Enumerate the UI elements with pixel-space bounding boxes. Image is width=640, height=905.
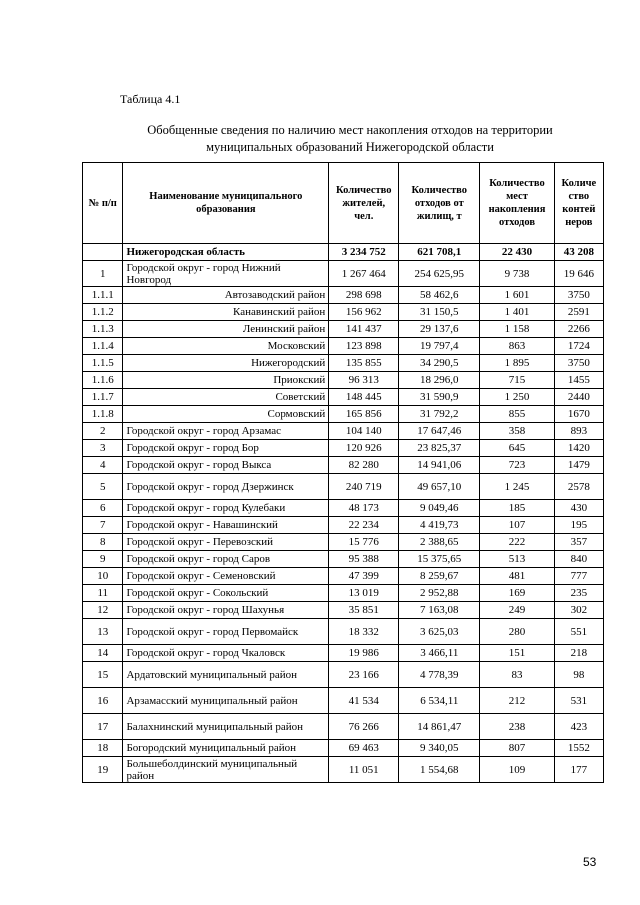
cell-name: Сормовский: [123, 406, 329, 423]
cell-num: 1.1.5: [83, 355, 123, 372]
cell-name: Канавинский район: [123, 304, 329, 321]
cell-name: Городской округ - Навашинский: [123, 517, 329, 534]
cell-containers: 423: [554, 714, 603, 740]
cell-waste: 58 462,6: [399, 287, 480, 304]
cell-name: Балахнинский муниципальный район: [123, 714, 329, 740]
cell-population: 95 388: [329, 551, 399, 568]
header-containers: Количе ство контей неров: [554, 163, 603, 244]
table-row: [83, 457, 604, 474]
table-row: [83, 321, 604, 338]
cell-places: 151: [480, 645, 554, 662]
table-row: [83, 551, 604, 568]
cell-num: 5: [83, 474, 123, 500]
cell-population: 15 776: [329, 534, 399, 551]
title-line-1: Обобщенные сведения по наличию мест накопления отходов на территории: [147, 123, 553, 137]
cell-num: 12: [83, 602, 123, 619]
cell-waste: 7 163,08: [399, 602, 480, 619]
header-population: Количество жителей, чел.: [329, 163, 399, 244]
table-row: [83, 645, 604, 662]
table-row: [83, 355, 604, 372]
cell-containers: 840: [554, 551, 603, 568]
cell-population: 123 898: [329, 338, 399, 355]
cell-waste: 9 340,05: [399, 740, 480, 757]
cell-name: Московский: [123, 338, 329, 355]
cell-name: Городской округ - Сокольский: [123, 585, 329, 602]
cell-name: Городской округ - город Арзамас: [123, 423, 329, 440]
cell-num: 3: [83, 440, 123, 457]
cell-places: 212: [480, 688, 554, 714]
cell-name: Приокский: [123, 372, 329, 389]
cell-population: 1 267 464: [329, 261, 399, 287]
cell-waste: 49 657,10: [399, 474, 480, 500]
table-row: [83, 585, 604, 602]
cell-num: 7: [83, 517, 123, 534]
cell-containers: 777: [554, 568, 603, 585]
cell-places: 863: [480, 338, 554, 355]
cell-places: 185: [480, 500, 554, 517]
cell-waste: 9 049,46: [399, 500, 480, 517]
cell-population: 120 926: [329, 440, 399, 457]
cell-places: 723: [480, 457, 554, 474]
cell-population: 165 856: [329, 406, 399, 423]
waste-sites-table: [82, 162, 604, 783]
header-waste: Количество отходов от жилищ, т: [399, 163, 480, 244]
cell-containers: 430: [554, 500, 603, 517]
cell-containers: 195: [554, 517, 603, 534]
cell-num: 1.1.1: [83, 287, 123, 304]
cell-num: 4: [83, 457, 123, 474]
table-row-total: [83, 244, 604, 261]
table-row: [83, 714, 604, 740]
cell-containers: 1724: [554, 338, 603, 355]
cell-containers: 43 208: [554, 244, 603, 261]
table-caption: Таблица 4.1: [120, 92, 181, 106]
cell-waste: 31 150,5: [399, 304, 480, 321]
cell-population: 148 445: [329, 389, 399, 406]
cell-waste: 31 590,9: [399, 389, 480, 406]
cell-waste: 621 708,1: [399, 244, 480, 261]
cell-population: 11 051: [329, 757, 399, 783]
cell-name: Городской округ - Перевозский: [123, 534, 329, 551]
cell-population: 76 266: [329, 714, 399, 740]
cell-waste: 17 647,46: [399, 423, 480, 440]
cell-population: 69 463: [329, 740, 399, 757]
cell-places: 358: [480, 423, 554, 440]
cell-containers: 357: [554, 534, 603, 551]
cell-waste: 14 941,06: [399, 457, 480, 474]
cell-name: Нижегородский: [123, 355, 329, 372]
cell-name: Городской округ - город Саров: [123, 551, 329, 568]
cell-waste: 14 861,47: [399, 714, 480, 740]
cell-places: 1 250: [480, 389, 554, 406]
cell-num: 15: [83, 662, 123, 688]
cell-num: 1.1.4: [83, 338, 123, 355]
cell-containers: 531: [554, 688, 603, 714]
cell-name: Городской округ - город Дзержинск: [123, 474, 329, 500]
cell-population: 82 280: [329, 457, 399, 474]
cell-num: [83, 244, 123, 261]
cell-containers: 2266: [554, 321, 603, 338]
table-row: [83, 602, 604, 619]
cell-num: 1.1.2: [83, 304, 123, 321]
table-row: [83, 534, 604, 551]
table-row: [83, 338, 604, 355]
cell-name: Ардатовский муниципальный район: [123, 662, 329, 688]
page-number: 53: [583, 855, 597, 869]
cell-containers: 177: [554, 757, 603, 783]
table-row: [83, 500, 604, 517]
cell-population: 47 399: [329, 568, 399, 585]
cell-containers: 2578: [554, 474, 603, 500]
table-row: [83, 372, 604, 389]
table-row: [83, 662, 604, 688]
cell-population: 156 962: [329, 304, 399, 321]
table-row: [83, 440, 604, 457]
cell-population: 35 851: [329, 602, 399, 619]
cell-waste: 4 778,39: [399, 662, 480, 688]
cell-num: 1.1.7: [83, 389, 123, 406]
header-num: № п/п: [83, 163, 123, 244]
cell-places: 22 430: [480, 244, 554, 261]
cell-num: 6: [83, 500, 123, 517]
cell-num: 2: [83, 423, 123, 440]
cell-containers: 1479: [554, 457, 603, 474]
cell-waste: 8 259,67: [399, 568, 480, 585]
cell-places: 1 601: [480, 287, 554, 304]
cell-places: 715: [480, 372, 554, 389]
cell-places: 513: [480, 551, 554, 568]
cell-places: 238: [480, 714, 554, 740]
cell-name: Арзамасский муниципальный район: [123, 688, 329, 714]
cell-name: Богородский муниципальный район: [123, 740, 329, 757]
cell-places: 83: [480, 662, 554, 688]
table-row: [83, 474, 604, 500]
cell-population: 135 855: [329, 355, 399, 372]
cell-population: 23 166: [329, 662, 399, 688]
cell-places: 645: [480, 440, 554, 457]
cell-num: 10: [83, 568, 123, 585]
cell-places: 169: [480, 585, 554, 602]
cell-places: 280: [480, 619, 554, 645]
cell-containers: 98: [554, 662, 603, 688]
cell-places: 107: [480, 517, 554, 534]
cell-population: 13 019: [329, 585, 399, 602]
table-row: [83, 568, 604, 585]
cell-containers: 1420: [554, 440, 603, 457]
cell-places: 1 895: [480, 355, 554, 372]
cell-name: Городской округ - Семеновский: [123, 568, 329, 585]
cell-containers: 19 646: [554, 261, 603, 287]
cell-name: Городской округ - город Нижний Новгород: [123, 261, 329, 287]
table-header-row: [83, 163, 604, 244]
table-row: [83, 304, 604, 321]
cell-containers: 893: [554, 423, 603, 440]
cell-places: 9 738: [480, 261, 554, 287]
table-row: [83, 619, 604, 645]
cell-waste: 254 625,95: [399, 261, 480, 287]
cell-num: 9: [83, 551, 123, 568]
title-line-2: муниципальных образований Нижегородской области: [206, 140, 494, 154]
cell-containers: 1455: [554, 372, 603, 389]
cell-num: 14: [83, 645, 123, 662]
cell-num: 1.1.3: [83, 321, 123, 338]
cell-containers: 3750: [554, 287, 603, 304]
cell-num: 19: [83, 757, 123, 783]
cell-waste: 31 792,2: [399, 406, 480, 423]
cell-population: 19 986: [329, 645, 399, 662]
cell-num: 8: [83, 534, 123, 551]
cell-waste: 34 290,5: [399, 355, 480, 372]
cell-population: 22 234: [329, 517, 399, 534]
cell-name: Ленинский район: [123, 321, 329, 338]
cell-num: 18: [83, 740, 123, 757]
cell-places: 481: [480, 568, 554, 585]
cell-name: Городской округ - город Чкаловск: [123, 645, 329, 662]
table-row: [83, 287, 604, 304]
cell-population: 3 234 752: [329, 244, 399, 261]
cell-waste: 23 825,37: [399, 440, 480, 457]
cell-population: 141 437: [329, 321, 399, 338]
cell-waste: 1 554,68: [399, 757, 480, 783]
cell-name: Большеболдинский муниципальный район: [123, 757, 329, 783]
cell-num: 17: [83, 714, 123, 740]
cell-name: Городской округ - город Бор: [123, 440, 329, 457]
cell-num: 1.1.6: [83, 372, 123, 389]
table-row: [83, 423, 604, 440]
cell-places: 807: [480, 740, 554, 757]
cell-population: 240 719: [329, 474, 399, 500]
cell-places: 1 245: [480, 474, 554, 500]
cell-name: Городской округ - город Шахунья: [123, 602, 329, 619]
cell-population: 96 313: [329, 372, 399, 389]
cell-waste: 3 466,11: [399, 645, 480, 662]
cell-waste: 6 534,11: [399, 688, 480, 714]
cell-name: Городской округ - город Кулебаки: [123, 500, 329, 517]
cell-containers: 2440: [554, 389, 603, 406]
cell-waste: 15 375,65: [399, 551, 480, 568]
table-title: [130, 122, 570, 156]
cell-population: 48 173: [329, 500, 399, 517]
cell-waste: 18 296,0: [399, 372, 480, 389]
cell-places: 855: [480, 406, 554, 423]
cell-containers: 2591: [554, 304, 603, 321]
cell-containers: 235: [554, 585, 603, 602]
cell-places: 222: [480, 534, 554, 551]
cell-waste: 2 388,65: [399, 534, 480, 551]
cell-population: 18 332: [329, 619, 399, 645]
table-row: [83, 517, 604, 534]
cell-places: 1 158: [480, 321, 554, 338]
table-body: [83, 244, 604, 783]
cell-waste: 4 419,73: [399, 517, 480, 534]
cell-population: 41 534: [329, 688, 399, 714]
cell-places: 109: [480, 757, 554, 783]
cell-name: Городской округ - город Выкса: [123, 457, 329, 474]
cell-name: Советский: [123, 389, 329, 406]
table-row: [83, 740, 604, 757]
table-row: [83, 688, 604, 714]
table-row: [83, 389, 604, 406]
cell-waste: 29 137,6: [399, 321, 480, 338]
cell-places: 249: [480, 602, 554, 619]
header-name: Наименование муниципального образования: [123, 163, 329, 244]
cell-name: Городской округ - город Первомайск: [123, 619, 329, 645]
table-row: [83, 406, 604, 423]
cell-containers: 218: [554, 645, 603, 662]
cell-containers: 1670: [554, 406, 603, 423]
cell-containers: 1552: [554, 740, 603, 757]
cell-containers: 302: [554, 602, 603, 619]
cell-num: 11: [83, 585, 123, 602]
cell-waste: 19 797,4: [399, 338, 480, 355]
cell-name: Автозаводский район: [123, 287, 329, 304]
cell-population: 104 140: [329, 423, 399, 440]
cell-waste: 2 952,88: [399, 585, 480, 602]
cell-name: Нижегородская область: [123, 244, 329, 261]
cell-population: 298 698: [329, 287, 399, 304]
header-places: Количество мест накопления отходов: [480, 163, 554, 244]
cell-places: 1 401: [480, 304, 554, 321]
cell-num: 13: [83, 619, 123, 645]
table-row: [83, 757, 604, 783]
cell-waste: 3 625,03: [399, 619, 480, 645]
cell-containers: 551: [554, 619, 603, 645]
table-row: [83, 261, 604, 287]
cell-num: 1.1.8: [83, 406, 123, 423]
cell-containers: 3750: [554, 355, 603, 372]
cell-num: 16: [83, 688, 123, 714]
cell-num: 1: [83, 261, 123, 287]
